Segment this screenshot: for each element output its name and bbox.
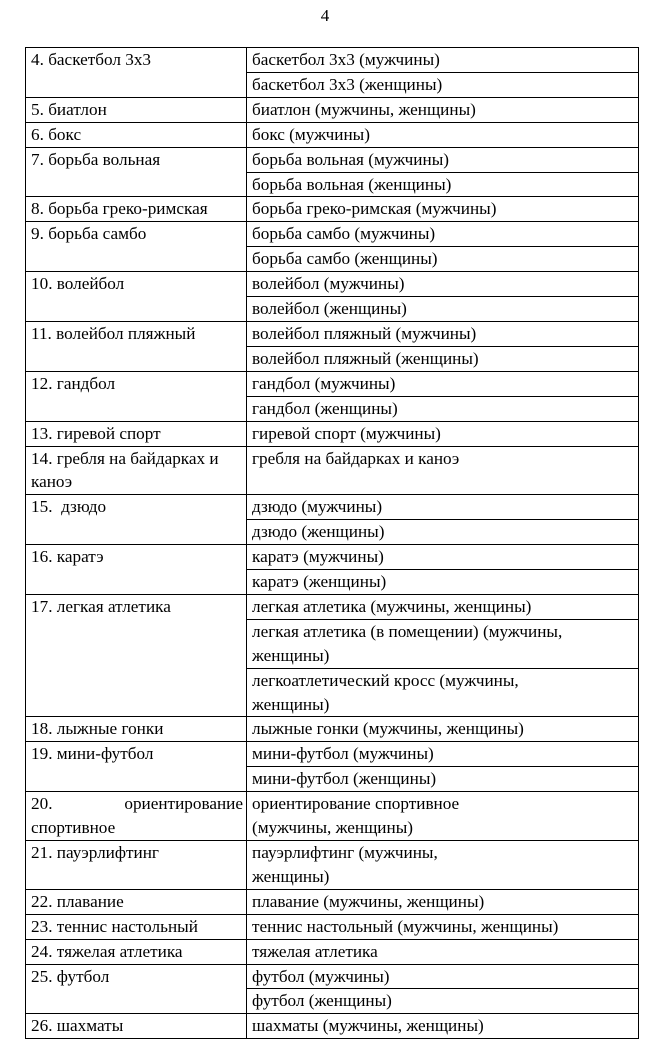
- discipline-cell: гандбол (женщины): [247, 396, 639, 421]
- discipline-cell: легкая атлетика (в помещении) (мужчины, женщины): [247, 619, 639, 668]
- sport-cell: 7. борьба вольная: [26, 147, 247, 197]
- discipline-cell: футбол (женщины): [247, 989, 639, 1014]
- discipline-cell: борьба греко-римская (мужчины): [247, 197, 639, 222]
- table-row: [26, 371, 639, 396]
- table-row: [26, 147, 639, 172]
- discipline-cell: борьба самбо (мужчины): [247, 222, 639, 247]
- table-row: [26, 914, 639, 939]
- sport-cell: 10. волейбол: [26, 272, 247, 322]
- sport-cell: 24. тяжелая атлетика: [26, 939, 247, 964]
- discipline-cell: волейбол (мужчины): [247, 272, 639, 297]
- discipline-cell: футбол (мужчины): [247, 964, 639, 989]
- discipline-cell: гандбол (мужчины): [247, 371, 639, 396]
- discipline-cell: легкая атлетика (мужчины, женщины): [247, 594, 639, 619]
- sport-cell: 21. пауэрлифтинг: [26, 841, 247, 890]
- sport-cell: 5. биатлон: [26, 97, 247, 122]
- sport-cell: 17. легкая атлетика: [26, 594, 247, 717]
- discipline-cell: каратэ (мужчины): [247, 545, 639, 570]
- discipline-cell: мини-футбол (женщины): [247, 767, 639, 792]
- table-row: [26, 939, 639, 964]
- table-row: [26, 48, 639, 73]
- table-row: [26, 222, 639, 247]
- discipline-cell: гиревой спорт (мужчины): [247, 421, 639, 446]
- discipline-cell: легкоатлетический кросс (мужчины, женщины): [247, 668, 639, 717]
- discipline-cell: шахматы (мужчины, женщины): [247, 1014, 639, 1039]
- discipline-cell: волейбол пляжный (женщины): [247, 346, 639, 371]
- discipline-cell: каратэ (женщины): [247, 570, 639, 595]
- sport-cell: 8. борьба греко-римская: [26, 197, 247, 222]
- table-row: [26, 841, 639, 890]
- sport-cell: 14. гребля на байдарках и каноэ: [26, 446, 247, 495]
- sports-disciplines-table: [25, 47, 639, 1039]
- table-row: [26, 321, 639, 346]
- discipline-cell: мини-футбол (мужчины): [247, 742, 639, 767]
- discipline-cell: ориентирование спортивное (мужчины, женщины): [247, 792, 639, 841]
- sport-cell: 18. лыжные гонки: [26, 717, 247, 742]
- table-row: [26, 197, 639, 222]
- discipline-cell: борьба вольная (женщины): [247, 172, 639, 197]
- discipline-cell: борьба самбо (женщины): [247, 247, 639, 272]
- discipline-cell: волейбол (женщины): [247, 297, 639, 322]
- sport-cell: 12. гандбол: [26, 371, 247, 421]
- discipline-cell: дзюдо (мужчины): [247, 495, 639, 520]
- sport-cell: 9. борьба самбо: [26, 222, 247, 272]
- discipline-cell: баскетбол 3х3 (женщины): [247, 72, 639, 97]
- discipline-cell: теннис настольный (мужчины, женщины): [247, 914, 639, 939]
- discipline-cell: гребля на байдарках и каноэ: [247, 446, 639, 495]
- discipline-cell: борьба вольная (мужчины): [247, 147, 639, 172]
- table-row: [26, 272, 639, 297]
- table-row: [26, 889, 639, 914]
- table-row: [26, 964, 639, 989]
- sport-cell: 19. мини-футбол: [26, 742, 247, 792]
- sport-cell: 22. плавание: [26, 889, 247, 914]
- discipline-cell: баскетбол 3х3 (мужчины): [247, 48, 639, 73]
- discipline-cell: волейбол пляжный (мужчины): [247, 321, 639, 346]
- sport-cell: 23. теннис настольный: [26, 914, 247, 939]
- discipline-cell: биатлон (мужчины, женщины): [247, 97, 639, 122]
- table-row: [26, 97, 639, 122]
- discipline-cell: дзюдо (женщины): [247, 520, 639, 545]
- table-row: [26, 446, 639, 495]
- page-number: 4: [320, 6, 330, 25]
- sport-cell: 13. гиревой спорт: [26, 421, 247, 446]
- table-row: [26, 122, 639, 147]
- table-row: [26, 742, 639, 767]
- table-row: [26, 545, 639, 570]
- discipline-cell: пауэрлифтинг (мужчины, женщины): [247, 841, 639, 890]
- table-row: [26, 792, 639, 841]
- table-row: [26, 1014, 639, 1039]
- sport-cell: 16. каратэ: [26, 545, 247, 595]
- sport-cell: 25. футбол: [26, 964, 247, 1014]
- sport-cell: 20. ориентирование спортивное: [26, 792, 247, 841]
- discipline-cell: бокс (мужчины): [247, 122, 639, 147]
- discipline-cell: лыжные гонки (мужчины, женщины): [247, 717, 639, 742]
- sport-cell: 15. дзюдо: [26, 495, 247, 545]
- sport-cell: 11. волейбол пляжный: [26, 321, 247, 371]
- discipline-cell: плавание (мужчины, женщины): [247, 889, 639, 914]
- table-row: [26, 495, 639, 520]
- table-row: [26, 717, 639, 742]
- sport-cell: 26. шахматы: [26, 1014, 247, 1039]
- table-row: [26, 421, 639, 446]
- discipline-cell: тяжелая атлетика: [247, 939, 639, 964]
- table-row: [26, 594, 639, 619]
- sport-cell: 4. баскетбол 3х3: [26, 48, 247, 98]
- sport-cell: 6. бокс: [26, 122, 247, 147]
